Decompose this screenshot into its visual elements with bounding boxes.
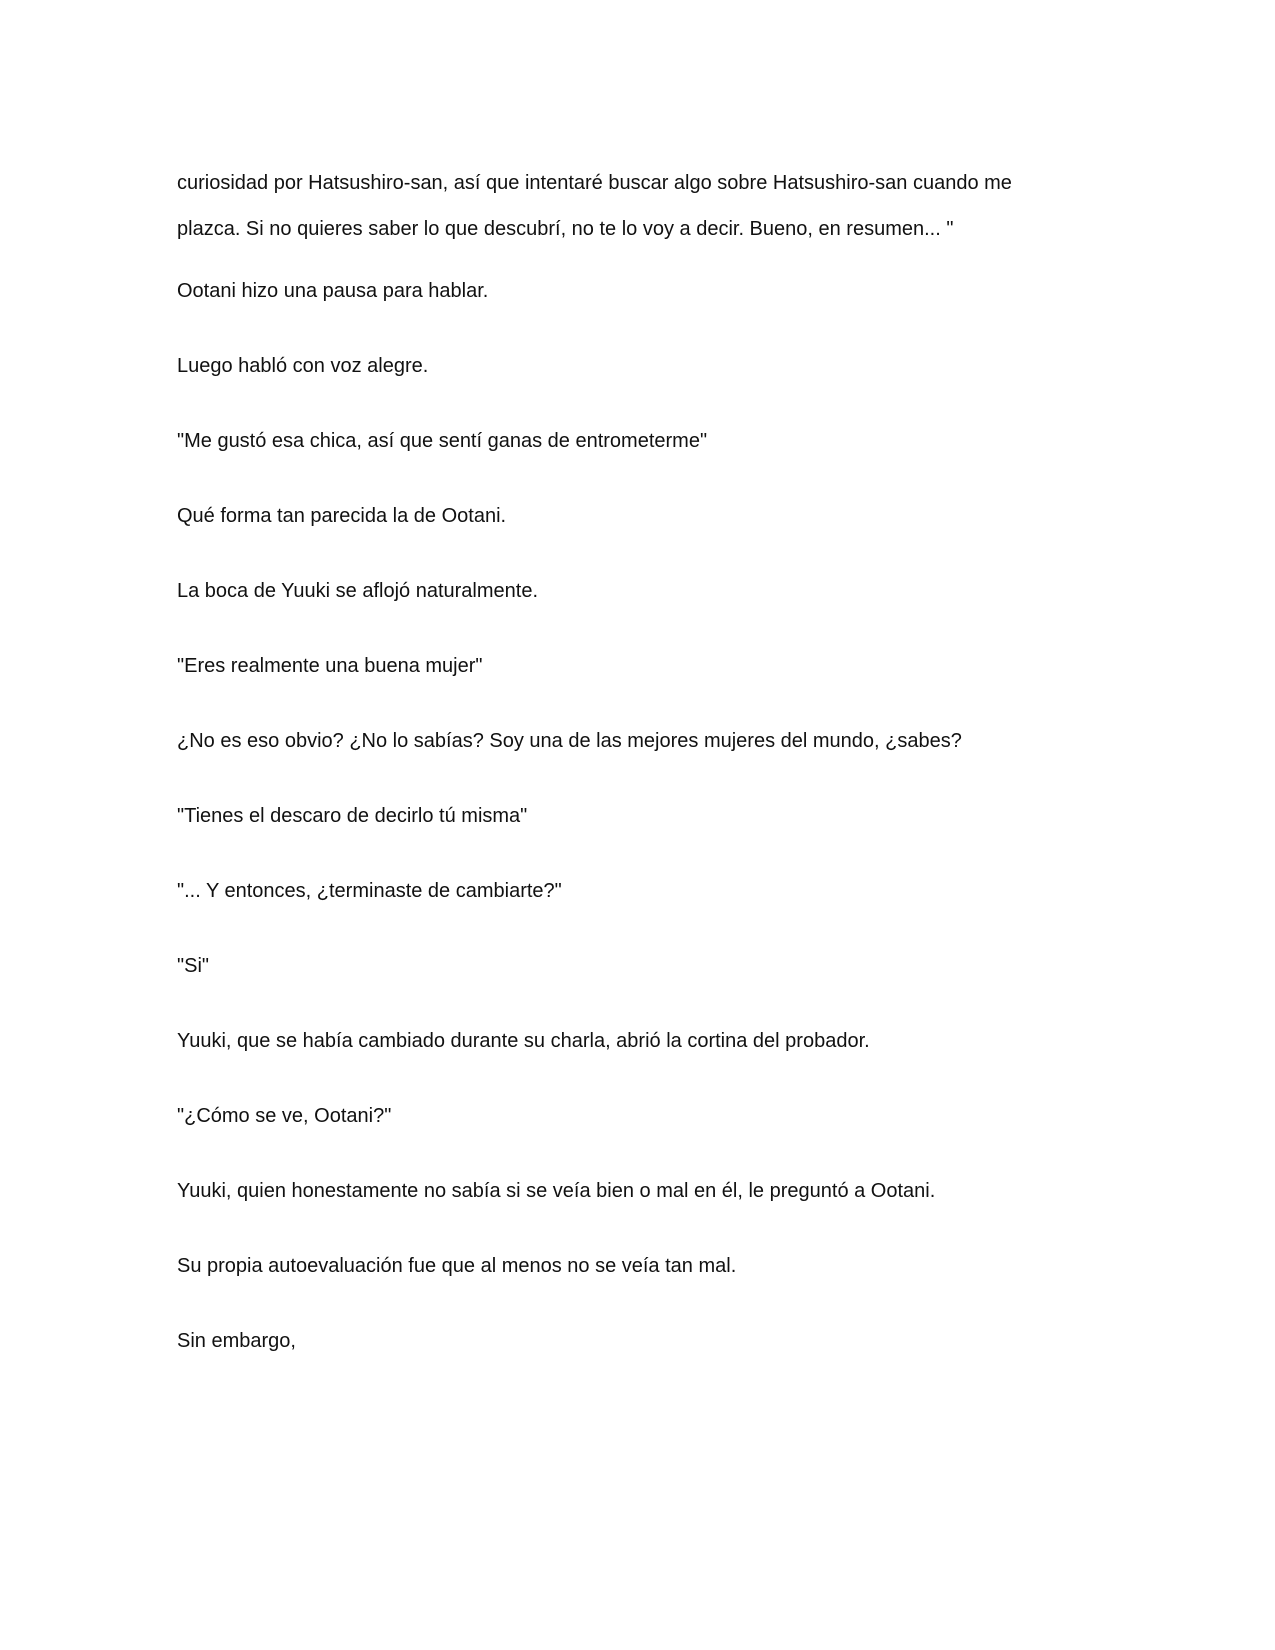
paragraph-11: "Si" [177,955,209,977]
paragraph-3: Luego habló con voz alegre. [177,355,429,377]
paragraph-4: "Me gustó esa chica, así que sentí ganas de entrometerme" [177,430,708,452]
paragraph-2: Ootani hizo una pausa para hablar. [177,280,489,302]
paragraph-16: Sin embargo, [177,1330,296,1352]
paragraph-13: "¿Cómo se ve, Ootani?" [177,1105,392,1127]
paragraph-15: Su propia autoevaluación fue que al menos no se veía tan mal. [177,1255,737,1277]
paragraph-5: Qué forma tan parecida la de Ootani. [177,505,507,527]
paragraph-7: "Eres realmente una buena mujer" [177,655,483,677]
paragraph-6: La boca de Yuuki se aflojó naturalmente. [177,580,538,602]
paragraph-10: "... Y entonces, ¿terminaste de cambiarte?" [177,880,562,902]
paragraph-14: Yuuki, quien honestamente no sabía si se veía bien o mal en él, le preguntó a Ootani. [177,1180,936,1202]
paragraph-1: curiosidad por Hatsushiro-san, así que intentaré buscar algo sobre Hatsushiro-san cuando me plazca. Si no quieres saber lo que descubrí, no te lo voy a decir. Bueno, en resumen... " [177,172,1012,240]
paragraph-8: ¿No es eso obvio? ¿No lo sabías? Soy una de las mejores mujeres del mundo, ¿sabes? [177,730,962,752]
paragraph-12: Yuuki, que se había cambiado durante su charla, abrió la cortina del probador. [177,1030,870,1052]
paragraph-9: "Tienes el descaro de decirlo tú misma" [177,805,528,827]
